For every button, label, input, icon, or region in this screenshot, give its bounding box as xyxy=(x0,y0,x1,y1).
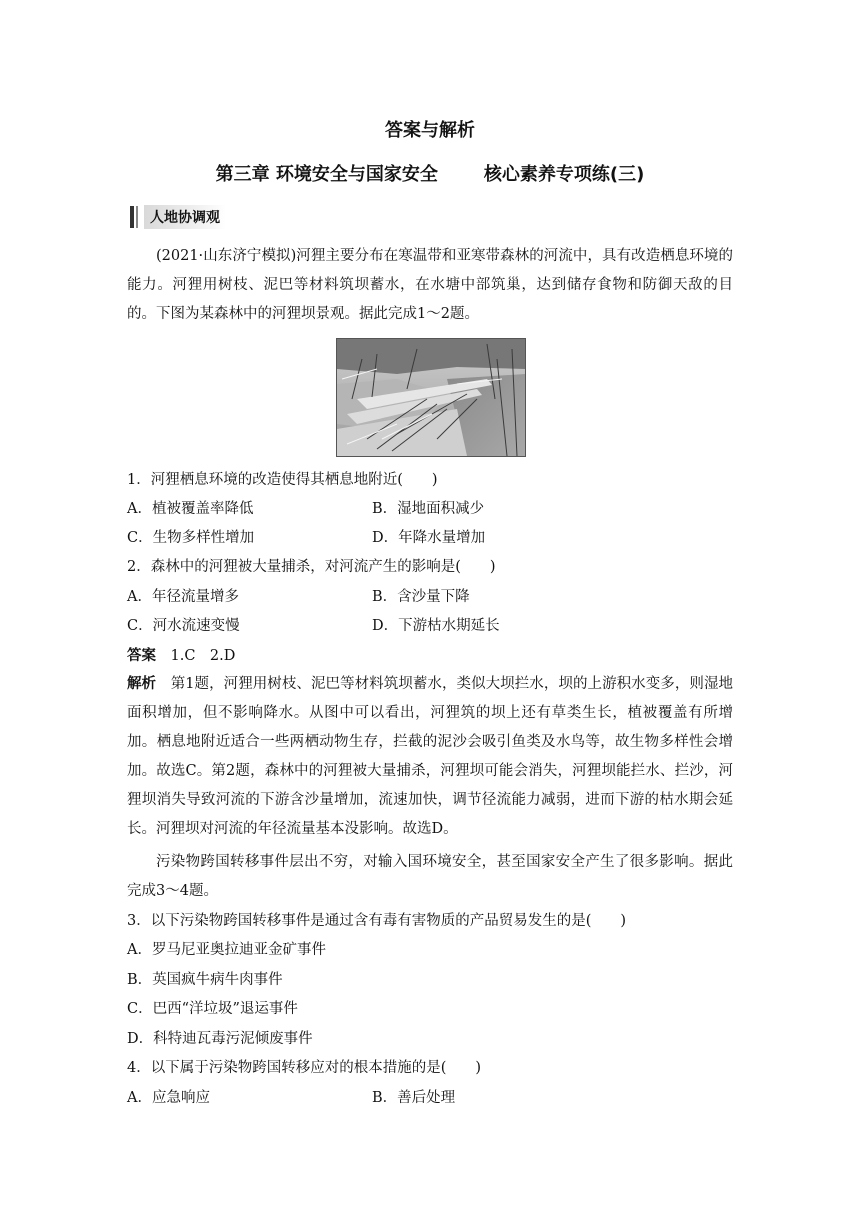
question-2-option-d: D．下游枯水期延长 xyxy=(372,618,500,634)
question-4-option-b: B．善后处理 xyxy=(372,1090,456,1106)
question-2-option-c: C．河水流速变慢 xyxy=(127,618,240,634)
question-1-option-d: D．年降水量增加 xyxy=(372,530,486,546)
question-1-option-c: C．生物多样性增加 xyxy=(127,530,255,546)
beaver-dam-photo xyxy=(336,338,526,457)
question-3-option-c: C．巴西“洋垃圾”退运事件 xyxy=(127,1001,298,1017)
question-1-option-a: A．植被覆盖率降低 xyxy=(127,501,254,517)
chapter-heading xyxy=(0,160,860,186)
question-4-stem: 4．以下属于污染物跨国转移应对的根本措施的是( ) xyxy=(127,1060,482,1076)
chapter-title: 第三章 环境安全与国家安全 xyxy=(215,164,438,185)
passage-1: (2021·山东济宁模拟)河狸主要分布在寒温带和亚寒带森林的河流中，具有改造栖息环境的能力。河狸用树枝、泥巴等材料筑坝蓄水，在水塘中部筑巢，达到储存食物和防御天敌的目的。下图为某森林中的河狸坝景观。据此完成1～2题。 xyxy=(127,248,733,322)
question-4-option-a: A．应急响应 xyxy=(127,1090,210,1106)
answer-text: 1.C 2.D xyxy=(170,648,236,664)
analysis-text: 第1题，河狸用树枝、泥巴等材料筑坝蓄水，类似大坝拦水，坝的上游积水变多，则湿地面积增加，但不影响降水。从图中可以看出，河狸筑的坝上还有草类生长，植被覆盖有所增加。栖息地附近适合一些两栖动物生存，拦截的泥沙会吸引鱼类及水鸟等，故生物多样性会增加。故选C。第2题，森林中的河狸被大量捕杀，河狸坝可能会消失，河狸坝能拦水、拦沙，河狸坝消失导致河流的下游含沙量增加，流速加快，调节径流能力减弱，进而下游的枯水期会延长。河狸坝对河流的年径流量基本没影响。故选D。 xyxy=(127,676,734,837)
section-bar-thin-icon xyxy=(136,206,138,228)
analysis-paragraph xyxy=(127,670,733,844)
question-2-option-a: A．年径流量增多 xyxy=(127,589,239,605)
section-label: 人地协调观 xyxy=(144,205,226,229)
practice-title: 核心素养专项练(三) xyxy=(483,164,645,185)
answer-label: 答案 xyxy=(127,648,156,664)
question-2-stem: 2．森林中的河狸被大量捕杀，对河流产生的影响是( ) xyxy=(127,559,496,575)
question-3-option-a: A．罗马尼亚奥拉迪亚金矿事件 xyxy=(127,942,326,958)
page-title: 答案与解析 xyxy=(385,120,475,141)
section-bar-icon xyxy=(130,206,134,228)
section-header xyxy=(130,205,226,229)
question-3-stem: 3．以下污染物跨国转移事件是通过含有毒有害物质的产品贸易发生的是( ) xyxy=(127,913,627,929)
answer-line xyxy=(127,646,235,666)
question-3-option-b: B．英国疯牛病牛肉事件 xyxy=(127,972,283,988)
question-2-option-b: B．含沙量下降 xyxy=(372,589,470,605)
question-1-stem: 1．河狸栖息环境的改造使得其栖息地附近( ) xyxy=(127,472,438,488)
question-3-option-d: D．科特迪瓦毒污泥倾废事件 xyxy=(127,1031,313,1047)
analysis-label: 解析 xyxy=(127,676,157,692)
question-1-option-b: B．湿地面积减少 xyxy=(372,501,485,517)
beaver-dam-photo-icon xyxy=(337,339,525,456)
passage-2: 污染物跨国转移事件层出不穷，对输入国环境安全，甚至国家安全产生了很多影响。据此完成3～4题。 xyxy=(127,854,733,899)
